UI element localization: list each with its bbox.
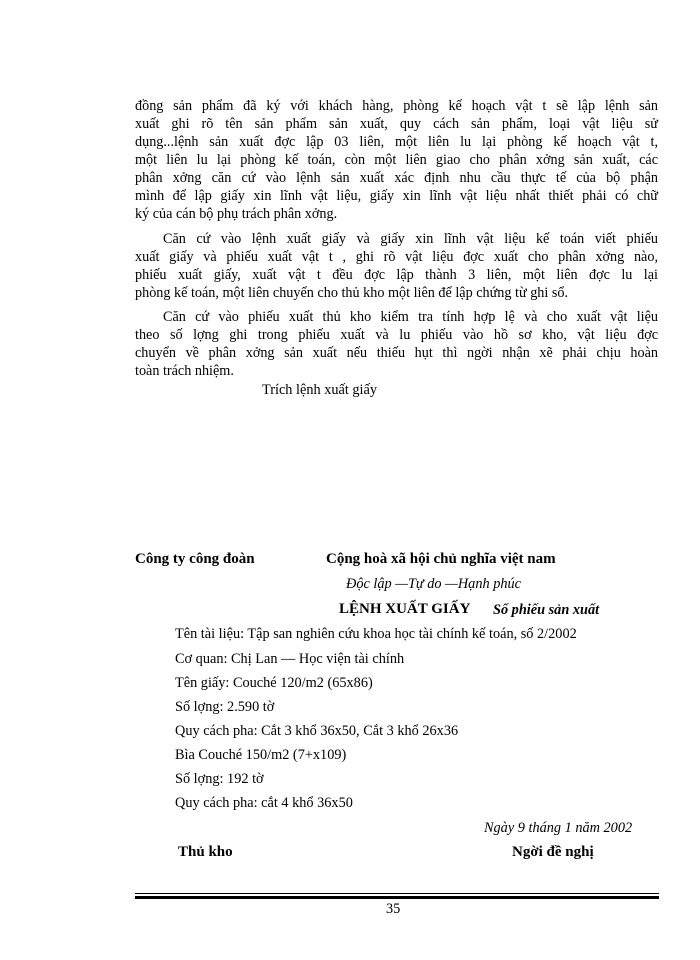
paragraph-line: Căn cứ vào lệnh xuất giấy và giấy xin lĩnh vật liệu kế toán viết phiếu [163, 231, 658, 247]
field-cover-paper: Bìa Couché 150/m2 (7+x109) [175, 747, 347, 763]
paragraph-line: một liên lu lại phòng kế toán, còn một liên giao cho phân xởng sản xuất, các [135, 152, 658, 168]
form-title: LỆNH XUẤT GIẤY [339, 601, 471, 617]
paragraph-line: toàn trách nhiệm. [135, 363, 234, 379]
national-motto: Độc lập —Tự do —Hạnh phúc [346, 576, 521, 592]
form-date: Ngày 9 tháng 1 năm 2002 [484, 820, 633, 836]
signature-storekeeper: Thủ kho [178, 844, 233, 860]
paragraph-line: xuất ghi rõ tên sản phẩm sản xuất, quy cách sản phẩm, loại vật liệu sử [135, 116, 658, 132]
signature-requester: Ngời đề nghị [512, 844, 594, 860]
page-number: 35 [386, 901, 401, 917]
form-number-label: Số phiếu sản xuất [493, 602, 600, 618]
paragraph-2 [135, 230, 658, 302]
field-cover-quantity: Số lợng: 192 tờ [175, 771, 264, 787]
paragraph-line: chuyển về phân xởng sản xuất nếu thiếu hụt thì ngời nhận xẽ phải chịu hoàn [135, 345, 658, 361]
extract-caption: Trích lệnh xuất giấy [262, 382, 378, 398]
field-document-name: Tên tài liệu: Tập san nghiên cứu khoa học tài chính kế toán, số 2/2002 [175, 626, 577, 642]
field-quantity: Số lợng: 2.590 tờ [175, 699, 275, 715]
company-name: Công ty công đoàn [135, 551, 255, 567]
republic-title: Cộng hoà xã hội chủ nghĩa việt nam [326, 551, 556, 567]
field-agency: Cơ quan: Chị Lan — Học viện tài chính [175, 651, 405, 667]
paragraph-line: phòng kế toán, một liên chuyển cho thủ kho một liên để lập chứng từ ghi sổ. [135, 285, 569, 301]
paragraph-3 [135, 308, 658, 380]
paragraph-line: Căn cứ vào phiếu xuất thủ kho kiểm tra tính hợp lệ và cho xuất vật liệu [163, 309, 658, 325]
paragraph-line: xuất giấy và phiếu xuất vật t , ghi rõ vật liệu đợc xuất cho phân xởng nào, [135, 249, 658, 265]
paragraph-line: dụng...lệnh sản xuất đợc lập 03 liên, một liên lu lại phòng kế hoạch vật t, [135, 134, 658, 150]
footer-rule-thin [135, 893, 659, 894]
paragraph-line: ký của cán bộ phụ trách phân xởng. [135, 206, 338, 222]
paragraph-line: phân xởng căn cứ vào lệnh sản xuất xác định nhu cầu thực tế của bộ phận [135, 170, 658, 186]
paragraph-line: đồng sản phẩm đã ký với khách hàng, phòng kế hoạch vật t sẽ lập lệnh sản [135, 98, 658, 114]
paragraph-line: theo số lợng ghi trong phiếu xuất và lu phiếu vào hồ sơ kho, vật liệu đợc [135, 327, 658, 343]
field-cover-cutting-spec: Quy cách pha: cắt 4 khổ 36x50 [175, 795, 353, 811]
paragraph-1 [135, 97, 658, 223]
field-paper-name: Tên giấy: Couché 120/m2 (65x86) [175, 675, 373, 691]
paragraph-line: phiếu xuất giấy, xuất vật t đều đợc lập thành 3 liên, một liên đợc lu lại [135, 267, 658, 283]
paragraph-line: mình để lập giấy xin lĩnh vật liệu, giấy xin lĩnh vật liệu nhất thiết phải có chữ [135, 188, 658, 204]
field-cutting-spec: Quy cách pha: Cắt 3 khổ 36x50, Cắt 3 khổ 26x36 [175, 723, 459, 739]
footer-rule-thick [135, 896, 659, 899]
